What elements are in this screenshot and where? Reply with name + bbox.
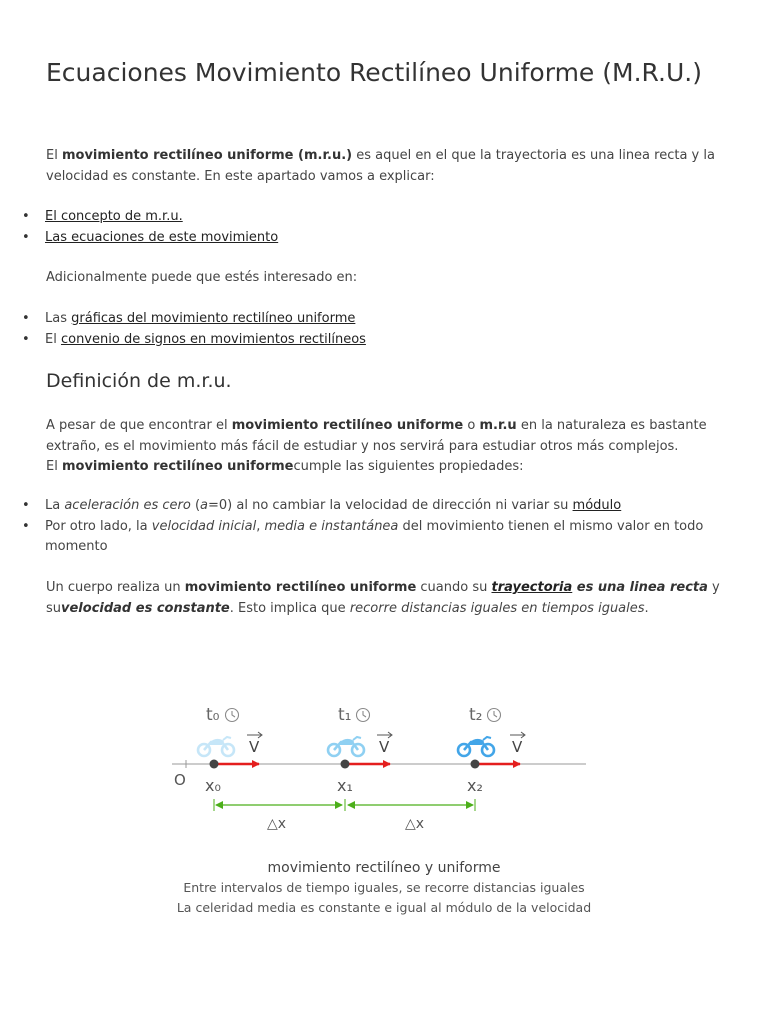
sum-text: . <box>644 600 649 616</box>
motorcycle-icon <box>198 737 234 756</box>
prop-text: , <box>256 518 265 534</box>
clock-icon <box>488 709 501 722</box>
diagram-caption-line-1: Entre intervalos de tiempo iguales, se recorre distancias iguales <box>183 880 585 895</box>
time-label-0: t₀ <box>206 705 220 725</box>
position-dot-2 <box>471 760 480 769</box>
velocity-label-0 <box>247 732 262 756</box>
sum-bold-italic: velocidad es constante <box>61 600 230 616</box>
prop-text: ( <box>190 498 201 513</box>
related-prefix: Las <box>45 311 72 326</box>
clock-icon <box>357 709 370 722</box>
intro-text-2: es aquel en el que la trayectoria es una linea recta y la velocidad es constante. En este apartado vamos a explicar: <box>46 148 715 184</box>
diagram-caption-title: movimiento rectilíneo y uniforme <box>267 860 501 876</box>
prop-text: La <box>45 498 65 513</box>
related-list <box>45 309 735 350</box>
prop-text: =0) al no cambiar la velocidad de dirección ni variar su <box>208 498 573 513</box>
origin-label: O <box>174 771 186 789</box>
def-text: o <box>463 418 480 433</box>
sum-bold: movimiento rectilíneo uniforme <box>184 580 417 595</box>
property-item <box>45 517 735 558</box>
link-concepto[interactable]: El concepto de m.r.u. <box>45 209 183 224</box>
prop-italic: velocidad inicial <box>151 518 257 534</box>
intro-bold-term: movimiento rectilíneo uniforme (m.r.u.) <box>61 148 353 163</box>
delta-label-0: △x <box>267 816 287 832</box>
svg-text:V: V <box>379 738 390 756</box>
related-prefix: El <box>45 331 61 347</box>
def-bold: m.r.u <box>479 418 517 433</box>
svg-text:V: V <box>512 738 523 756</box>
prop-text: Por otro lado, la <box>45 518 152 534</box>
sum-text: Un cuerpo realiza un <box>46 580 185 595</box>
velocity-label-1 <box>377 732 392 756</box>
def-text: cumple las siguientes propiedades: <box>293 459 524 474</box>
properties-list <box>45 496 735 558</box>
intro-paragraph <box>46 146 726 187</box>
mru-diagram <box>0 690 768 850</box>
summary-paragraph <box>46 578 726 619</box>
definition-paragraph <box>46 416 726 478</box>
link-convenio-signos[interactable]: convenio de signos en movimientos rectilíneos <box>60 331 366 347</box>
position-label-0: x₀ <box>205 776 221 795</box>
related-item <box>45 309 735 330</box>
sum-bold-italic: es una linea recta <box>572 580 708 595</box>
time-label-2: t₂ <box>469 705 483 725</box>
toc-item <box>45 228 735 249</box>
toc-list <box>45 207 735 248</box>
link-graficas[interactable]: gráficas del movimiento rectilíneo uniforme <box>71 311 356 326</box>
delta-label-1: △x <box>405 816 425 832</box>
velocity-label-2 <box>510 732 525 756</box>
intro-text-1: El <box>46 148 62 163</box>
time-label-1: t₁ <box>338 705 352 725</box>
svg-text:V: V <box>249 738 260 756</box>
prop-italic: a <box>200 498 208 513</box>
position-dot-0 <box>210 760 219 769</box>
def-text: A pesar de que encontrar el <box>46 418 232 433</box>
link-modulo[interactable]: módulo <box>572 498 622 513</box>
sum-text: cuando su <box>416 580 492 595</box>
link-trayectoria[interactable]: trayectoria <box>491 580 573 595</box>
page-title: Ecuaciones Movimiento Rectilíneo Uniforme (M.R.U.) <box>46 58 702 87</box>
section-title: Definición de m.r.u. <box>46 370 232 392</box>
prop-italic: aceleración es cero <box>64 498 191 513</box>
position-dot-1 <box>341 760 350 769</box>
related-item <box>45 330 735 351</box>
sum-italic: recorre distancias iguales en tiempos iguales <box>349 600 645 616</box>
def-text: El <box>46 459 62 474</box>
property-item <box>45 496 735 517</box>
def-bold: movimiento rectilíneo uniforme <box>231 418 464 433</box>
prop-text: del movimiento tienen el mismo valor en todo momento <box>45 518 704 554</box>
def-bold: movimiento rectilíneo uniforme <box>61 459 294 474</box>
toc-item <box>45 207 735 228</box>
position-label-2: x₂ <box>467 776 483 795</box>
clock-icon <box>226 709 239 722</box>
sum-text: y su <box>46 580 720 616</box>
def-text: en la naturaleza es bastante extraño, es el movimiento más fácil de estudiar y nos servirá para estudiar otros más complejos. <box>46 418 707 454</box>
motorcycle-icon <box>328 737 364 756</box>
diagram-caption-line-2: La celeridad media es constante e igual al módulo de la velocidad <box>176 900 592 915</box>
prop-italic: media e instantánea <box>264 518 399 534</box>
motorcycle-icon <box>458 737 494 756</box>
sum-text: . Esto implica que <box>229 600 350 616</box>
additional-intro: Adicionalmente puede que estés interesado en: <box>46 270 358 285</box>
link-ecuaciones[interactable]: Las ecuaciones de este movimiento <box>45 229 279 245</box>
position-label-1: x₁ <box>337 776 353 795</box>
